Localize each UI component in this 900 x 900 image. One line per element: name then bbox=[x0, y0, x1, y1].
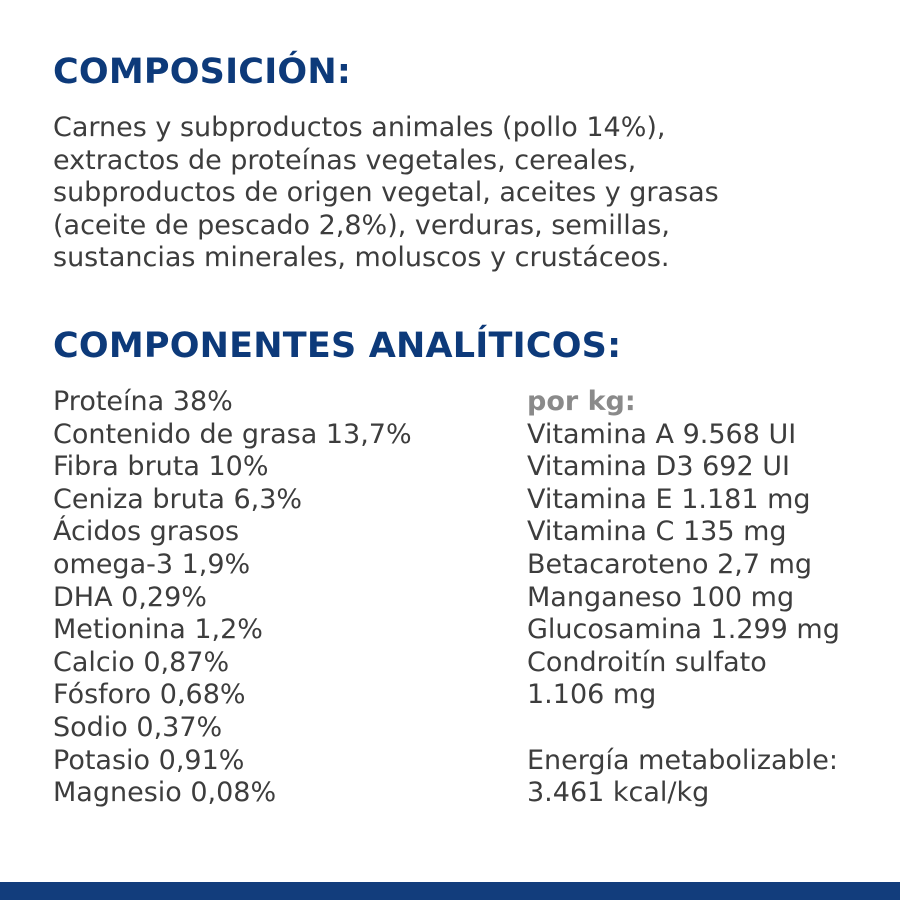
composicion-line: subproductos de origen vegetal, aceites y grasas bbox=[53, 177, 719, 209]
composicion-heading: COMPOSICIÓN: bbox=[53, 52, 352, 92]
vitamin-item: Manganeso 100 mg bbox=[527, 581, 795, 613]
analitico-item: omega-3 1,9% bbox=[53, 548, 251, 580]
componentes-analiticos-heading: COMPONENTES ANALÍTICOS: bbox=[53, 326, 622, 366]
analitico-item: Contenido de grasa 13,7% bbox=[53, 418, 412, 450]
analitico-item: Fibra bruta 10% bbox=[53, 451, 269, 483]
vitamin-item: Glucosamina 1.299 mg bbox=[527, 614, 840, 646]
vitamin-item: Vitamina C 135 mg bbox=[527, 516, 787, 548]
composicion-line: (aceite de pescado 2,8%), verduras, semillas, bbox=[53, 209, 670, 241]
analitico-item: Sodio 0,37% bbox=[53, 711, 223, 743]
vitamin-item: Condroitín sulfato bbox=[527, 646, 767, 678]
analitico-item: Fósforo 0,68% bbox=[53, 679, 246, 711]
vitamin-item: Betacaroteno 2,7 mg bbox=[527, 548, 813, 580]
vitamin-item: 1.106 mg bbox=[527, 679, 657, 711]
composicion-paragraph bbox=[53, 112, 893, 275]
analitico-item: Potasio 0,91% bbox=[53, 744, 245, 776]
analitico-item: Proteína 38% bbox=[53, 386, 233, 417]
vitamin-item: Vitamina A 9.568 UI bbox=[527, 418, 797, 450]
analitico-item: DHA 0,29% bbox=[53, 581, 207, 613]
energy-label: Energía metabolizable: bbox=[527, 744, 838, 776]
analitico-item: Metionina 1,2% bbox=[53, 614, 263, 646]
footer-bar bbox=[0, 882, 900, 900]
analitico-item: Ceniza bruta 6,3% bbox=[53, 483, 303, 515]
spacer bbox=[527, 712, 897, 745]
analiticos-left-column bbox=[53, 386, 493, 810]
composicion-line: extractos de proteínas vegetales, cereales, bbox=[53, 144, 637, 176]
vitamin-item: Vitamina D3 692 UI bbox=[527, 451, 790, 483]
analitico-item: Magnesio 0,08% bbox=[53, 777, 277, 809]
analitico-item: Calcio 0,87% bbox=[53, 646, 230, 678]
analitico-item: Ácidos grasos bbox=[53, 516, 240, 548]
analiticos-right-column bbox=[527, 386, 897, 810]
vitamin-item: Vitamina E 1.181 mg bbox=[527, 483, 811, 515]
composicion-line: sustancias minerales, moluscos y crustáceos. bbox=[53, 242, 670, 274]
por-kg-label: por kg: bbox=[527, 386, 636, 417]
composicion-line: Carnes y subproductos animales (pollo 14%), bbox=[53, 112, 666, 143]
energy-value: 3.461 kcal/kg bbox=[527, 777, 710, 809]
